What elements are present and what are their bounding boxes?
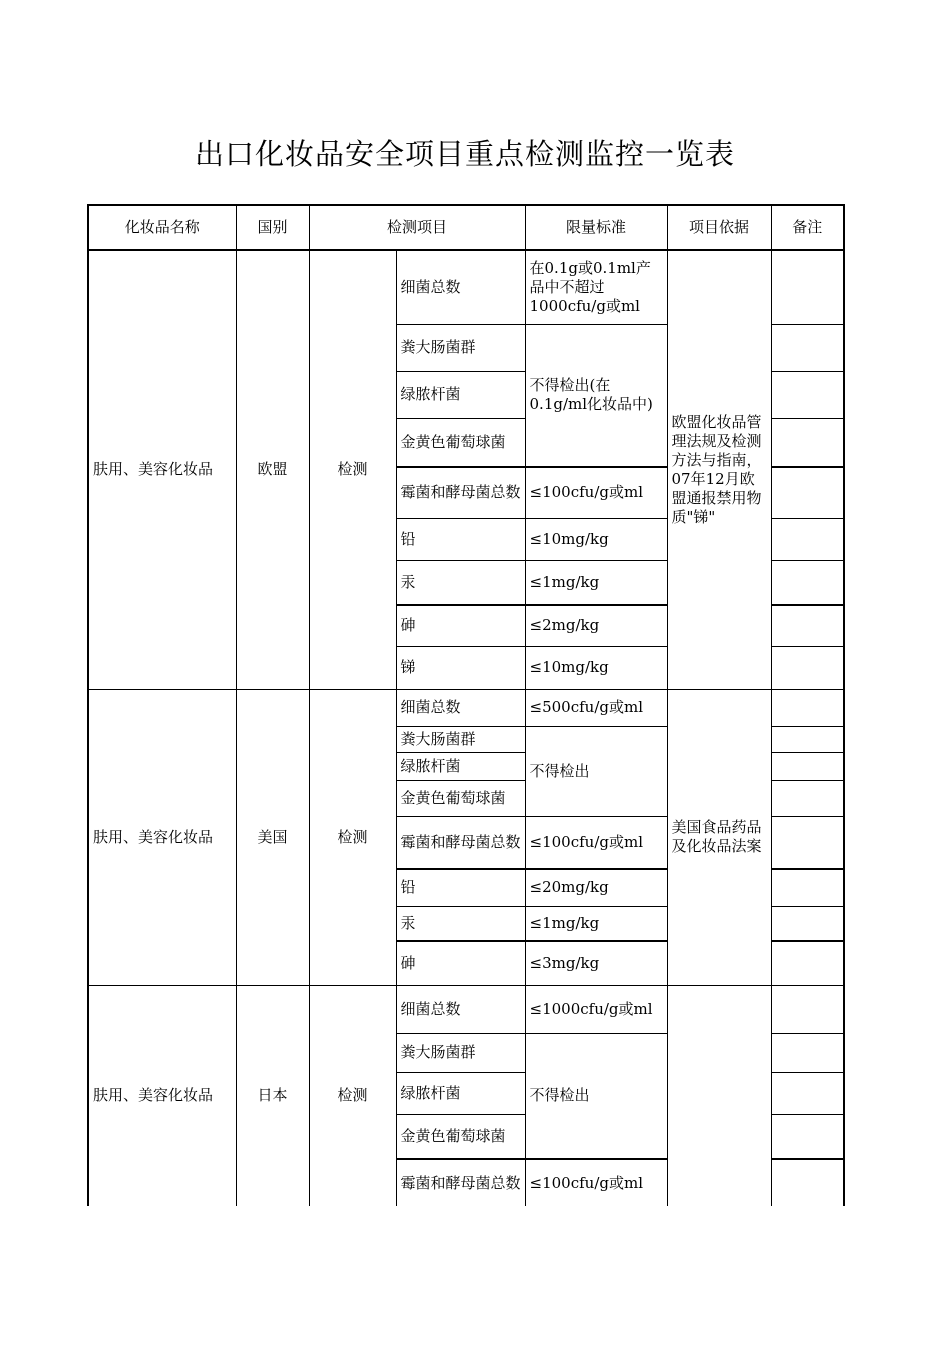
item-cell: 粪大肠菌群 xyxy=(396,726,525,752)
remark-cell xyxy=(771,1159,844,1206)
remark-cell xyxy=(771,324,844,371)
limit-cell: ≤10mg/kg xyxy=(525,518,667,560)
header-row xyxy=(88,205,844,250)
remark-cell xyxy=(771,780,844,816)
limit-cell: ≤100cfu/g或ml xyxy=(525,816,667,869)
table-row xyxy=(88,250,844,324)
item-cell: 砷 xyxy=(396,605,525,646)
item-cell: 粪大肠菌群 xyxy=(396,1033,525,1072)
item-cell: 绿脓杆菌 xyxy=(396,752,525,780)
item-cell: 铅 xyxy=(396,518,525,560)
header-item: 检测项目 xyxy=(309,205,525,250)
basis-cell: 欧盟化妆品管理法规及检测方法与指南，07年12月欧盟通报禁用物质"锑" xyxy=(667,250,771,689)
remark-cell xyxy=(771,941,844,985)
header-remark: 备注 xyxy=(771,205,844,250)
limit-cell: ≤1000cfu/g或ml xyxy=(525,985,667,1033)
category-cell: 检测 xyxy=(309,985,396,1206)
limit-cell: ≤100cfu/g或ml xyxy=(525,467,667,518)
basis-cell xyxy=(667,985,771,1206)
country-cell: 欧盟 xyxy=(236,250,309,689)
item-cell: 细菌总数 xyxy=(396,985,525,1033)
category-cell: 检测 xyxy=(309,689,396,985)
header-name: 化妆品名称 xyxy=(88,205,236,250)
remark-cell xyxy=(771,518,844,560)
remark-cell xyxy=(771,1072,844,1114)
item-cell: 铅 xyxy=(396,869,525,906)
item-cell: 霉菌和酵母菌总数 xyxy=(396,816,525,869)
item-cell: 汞 xyxy=(396,906,525,941)
limit-cell: 不得检出(在0.1g/ml化妆品中) xyxy=(525,324,667,467)
remark-cell xyxy=(771,752,844,780)
item-cell: 绿脓杆菌 xyxy=(396,371,525,418)
remark-cell xyxy=(771,1033,844,1072)
country-cell: 美国 xyxy=(236,689,309,985)
item-cell: 锑 xyxy=(396,646,525,689)
limit-cell: 不得检出 xyxy=(525,1033,667,1159)
remark-cell xyxy=(771,1114,844,1159)
remark-cell xyxy=(771,418,844,467)
item-cell: 金黄色葡萄球菌 xyxy=(396,780,525,816)
header-country: 国别 xyxy=(236,205,309,250)
remark-cell xyxy=(771,689,844,726)
remark-cell xyxy=(771,906,844,941)
item-cell: 金黄色葡萄球菌 xyxy=(396,418,525,467)
item-cell: 细菌总数 xyxy=(396,689,525,726)
remark-cell xyxy=(771,816,844,869)
remark-cell xyxy=(771,467,844,518)
item-cell: 霉菌和酵母菌总数 xyxy=(396,1159,525,1206)
limit-cell: ≤1mg/kg xyxy=(525,560,667,605)
monitoring-table xyxy=(87,204,845,1206)
limit-cell: ≤3mg/kg xyxy=(525,941,667,985)
remark-cell xyxy=(771,726,844,752)
limit-cell: ≤1mg/kg xyxy=(525,906,667,941)
limit-cell: ≤500cfu/g或ml xyxy=(525,689,667,726)
product-name-cell: 肤用、美容化妆品 xyxy=(88,689,236,985)
limit-cell: ≤10mg/kg xyxy=(525,646,667,689)
table-row xyxy=(88,689,844,726)
limit-cell: ≤20mg/kg xyxy=(525,869,667,906)
header-limit: 限量标准 xyxy=(525,205,667,250)
page-title: 出口化妆品安全项目重点检测监控一览表 xyxy=(194,137,735,171)
remark-cell xyxy=(771,869,844,906)
remark-cell xyxy=(771,560,844,605)
limit-cell: ≤100cfu/g或ml xyxy=(525,1159,667,1206)
limit-cell: 在0.1g或0.1ml产品中不超过1000cfu/g或ml xyxy=(525,250,667,324)
product-name-cell: 肤用、美容化妆品 xyxy=(88,250,236,689)
item-cell: 细菌总数 xyxy=(396,250,525,324)
country-cell: 日本 xyxy=(236,985,309,1206)
item-cell: 砷 xyxy=(396,941,525,985)
item-cell: 汞 xyxy=(396,560,525,605)
header-basis: 项目依据 xyxy=(667,205,771,250)
remark-cell xyxy=(771,985,844,1033)
remark-cell xyxy=(771,371,844,418)
limit-cell: ≤2mg/kg xyxy=(525,605,667,646)
table-row xyxy=(88,985,844,1033)
category-cell: 检测 xyxy=(309,250,396,689)
item-cell: 粪大肠菌群 xyxy=(396,324,525,371)
product-name-cell: 肤用、美容化妆品 xyxy=(88,985,236,1206)
item-cell: 绿脓杆菌 xyxy=(396,1072,525,1114)
remark-cell xyxy=(771,250,844,324)
remark-cell xyxy=(771,646,844,689)
basis-cell: 美国食品药品及化妆品法案 xyxy=(667,689,771,985)
item-cell: 霉菌和酵母菌总数 xyxy=(396,467,525,518)
item-cell: 金黄色葡萄球菌 xyxy=(396,1114,525,1159)
limit-cell: 不得检出 xyxy=(525,726,667,816)
remark-cell xyxy=(771,605,844,646)
